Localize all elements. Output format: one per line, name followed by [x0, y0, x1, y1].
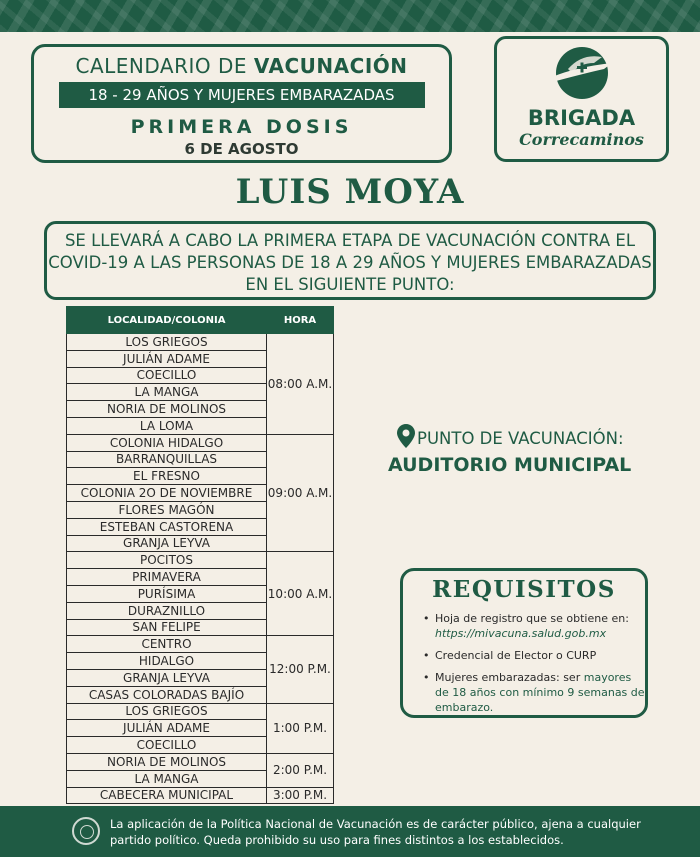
table-row — [67, 787, 334, 804]
locality-cell: CABECERA MUNICIPAL — [67, 787, 267, 804]
time-cell: 3:00 P.M. — [267, 787, 334, 804]
calendar-header-box — [31, 44, 452, 163]
locality-cell: GRANJA LEYVA — [67, 535, 267, 552]
locality-cell: SAN FELIPE — [67, 619, 267, 636]
brigada-logo-box — [494, 36, 669, 162]
map-pin-icon — [397, 424, 415, 452]
locality-cell: BARRANQUILLAS — [67, 451, 267, 468]
time-cell: 1:00 P.M. — [267, 703, 334, 753]
locality-cell: JULIÁN ADAME — [67, 350, 267, 367]
table-row — [67, 636, 334, 653]
footer-disclaimer — [0, 806, 700, 857]
column-header-locality: LOCALIDAD/COLONIA — [67, 307, 267, 334]
requirements-box — [400, 568, 648, 718]
locality-cell: LOS GRIEGOS — [67, 334, 267, 351]
locality-cell: CENTRO — [67, 636, 267, 653]
locality-cell: ESTEBAN CASTORENA — [67, 518, 267, 535]
time-cell: 08:00 A.M. — [267, 334, 334, 435]
time-cell: 10:00 A.M. — [267, 552, 334, 636]
locality-cell: JULIÁN ADAME — [67, 720, 267, 737]
column-header-time: HORA — [267, 307, 334, 334]
schedule-table — [66, 306, 334, 804]
brigada-subtitle: Correcaminos — [519, 130, 644, 149]
table-row — [67, 703, 334, 720]
locality-cell: FLORES MAGÓN — [67, 501, 267, 518]
vaccination-point-label-text: PUNTO DE VACUNACIÓN: — [417, 428, 624, 448]
locality-cell: COECILLO — [67, 367, 267, 384]
time-cell: 09:00 A.M. — [267, 434, 334, 552]
age-group-banner: 18 - 29 AÑOS Y MUJERES EMBARAZADAS — [59, 82, 425, 108]
dose-label: PRIMERA DOSIS — [130, 116, 353, 138]
time-cell: 12:00 P.M. — [267, 636, 334, 703]
requirement-item: • Hoja de registro que se obtiene en: https://mivacuna.salud.gob.mx — [425, 611, 645, 641]
footer-text: La aplicación de la Política Nacional de Vacunación es de carácter público, ajena a cualquier partido político. Queda prohibido su uso para fines distintos a los establecidos. — [110, 817, 641, 847]
intro-message: SE LLEVARÁ A CABO LA PRIMERA ETAPA DE VACUNACIÓN CONTRA EL COVID-19 A LAS PERSONAS DE 18 A 29 AÑOS Y MUJERES EMBARAZADAS EN EL SIGUIENTE PUNTO: — [44, 221, 656, 300]
locality-cell: PRIMAVERA — [67, 569, 267, 586]
locality-cell: DURAZNILLO — [67, 602, 267, 619]
table-row — [67, 334, 334, 351]
locality-cell: CASAS COLORADAS BAJÍO — [67, 686, 267, 703]
government-seal-icon — [72, 817, 100, 845]
locality-cell: LA LOMA — [67, 417, 267, 434]
locality-cell: COECILLO — [67, 737, 267, 754]
locality-cell: LA MANGA — [67, 770, 267, 787]
top-decorative-banner — [0, 0, 700, 32]
locality-cell: POCITOS — [67, 552, 267, 569]
locality-cell: EL FRESNO — [67, 468, 267, 485]
requirements-list — [425, 611, 645, 715]
vaccination-point-name: AUDITORIO MUNICIPAL — [388, 454, 632, 476]
locality-cell: LOS GRIEGOS — [67, 703, 267, 720]
requirement-item: • Credencial de Elector o CURP — [425, 648, 645, 663]
vaccination-point-label — [397, 424, 624, 452]
locality-cell: PURÍSIMA — [67, 585, 267, 602]
table-row — [67, 552, 334, 569]
locality-cell: HIDALGO — [67, 653, 267, 670]
registration-url-link[interactable]: https://mivacuna.salud.gob.mx — [435, 627, 607, 640]
locality-cell: LA MANGA — [67, 384, 267, 401]
locality-cell: NORIA DE MOLINOS — [67, 753, 267, 770]
requirements-title: REQUISITOS — [432, 576, 616, 603]
brigada-title: BRIGADA — [527, 106, 636, 130]
table-row — [67, 753, 334, 770]
table-row — [67, 434, 334, 451]
time-cell: 2:00 P.M. — [267, 753, 334, 787]
locality-cell: COLONIA HIDALGO — [67, 434, 267, 451]
roadrunner-logo-icon — [546, 43, 618, 103]
locality-cell: NORIA DE MOLINOS — [67, 401, 267, 418]
locality-cell: COLONIA 2O DE NOVIEMBRE — [67, 485, 267, 502]
town-title: LUIS MOYA — [235, 172, 465, 212]
locality-cell: GRANJA LEYVA — [67, 669, 267, 686]
calendar-title: CALENDARIO DE VACUNACIÓN — [75, 54, 408, 78]
requirement-item: • Mujeres embarazadas: ser mayores de 18 años con mínimo 9 semanas de embarazo. — [425, 670, 645, 715]
date-label: 6 DE AGOSTO — [184, 140, 299, 158]
